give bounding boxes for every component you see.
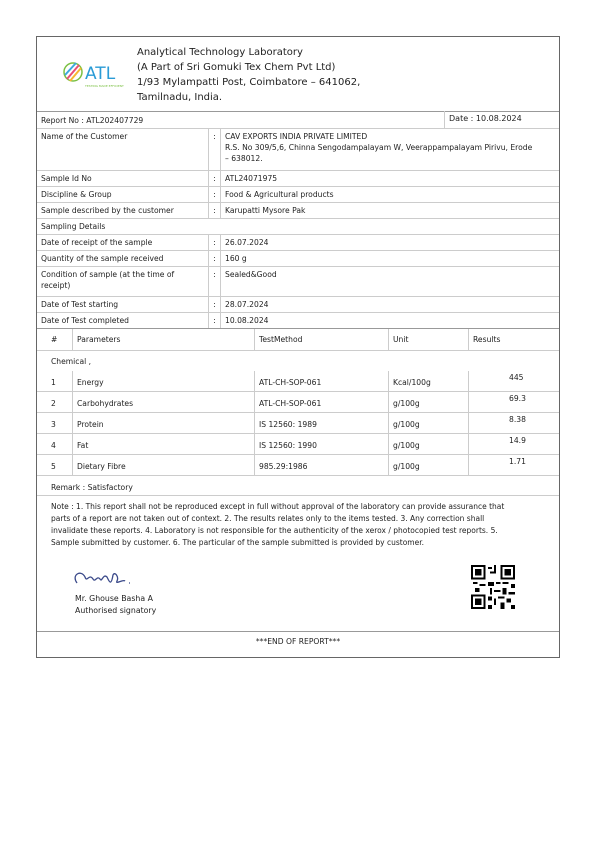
signature-image [67,565,147,591]
detail-label: Quantity of the sample received [37,251,209,266]
detail-label: Date of Test completed [37,313,209,328]
condition-label-1: Condition of sample (at the time of [41,270,175,279]
row-unit: g/100g [389,455,469,475]
colon: : [209,187,221,202]
detail-value: 160 g [225,254,247,263]
detail-label: Sampling Details [41,222,106,231]
detail-row-quantity [37,251,559,267]
row-result: 1.71 [509,457,526,466]
detail-value [221,129,559,170]
row-method: IS 12560: 1990 [255,434,389,454]
note-line: parts of a report are not taken out of context. 2. The results relates only to the items tested. 3. Any correction shall [51,514,485,523]
report-frame [36,36,560,658]
col-no: # [37,329,73,350]
logo-tagline: TESTING MADE EFFICIENT [85,84,124,88]
col-unit: Unit [389,329,469,350]
detail-value: ATL24071975 [225,174,278,183]
row-no: 1 [37,371,73,391]
row-param: Dietary Fibre [73,455,255,475]
row-result: 14.9 [509,436,526,445]
row-no: 5 [37,455,73,475]
colon: : [209,313,221,328]
row-no: 2 [37,392,73,412]
row-param: Carbohydrates [73,392,255,412]
detail-row-customer [37,129,559,171]
colon: : [209,297,221,312]
table-row [37,455,559,476]
row-method: ATL-CH-SOP-061 [255,371,389,391]
row-param: Energy [73,371,255,391]
report-no-row [37,111,559,129]
customer-name: CAV EXPORTS INDIA PRIVATE LIMITED [225,132,368,141]
end-of-report: ***END OF REPORT*** [255,637,341,646]
logo-text: ATL [85,64,116,84]
detail-label: Discipline & Group [37,187,209,202]
row-unit: g/100g [389,413,469,433]
detail-row-condition [37,267,559,297]
row-result: 8.38 [509,415,526,424]
lab-name: Analytical Technology Laboratory [137,47,303,58]
table-row [37,371,559,392]
report-no: Report No : ATL202407729 [37,111,445,128]
colon: : [209,171,221,186]
detail-row-sampling [37,219,559,235]
customer-address-2: – 638012. [225,154,263,163]
row-result: 445 [509,373,524,382]
col-testmethod: TestMethod [255,329,389,350]
detail-label [37,267,209,296]
row-no: 4 [37,434,73,454]
lab-address-2: Tamilnadu, India. [137,92,223,103]
table-row [37,434,559,455]
report-date: Date : 10.08.2024 [449,114,522,123]
detail-label: Date of receipt of the sample [37,235,209,250]
detail-value: 10.08.2024 [225,316,269,325]
qr-code-icon [471,565,515,609]
row-method: ATL-CH-SOP-061 [255,392,389,412]
detail-label: Sample Id No [37,171,209,186]
results-header [37,329,559,351]
row-method: IS 12560: 1989 [255,413,389,433]
colon: : [209,251,221,266]
col-results: Results [473,335,501,344]
report-note [51,501,547,549]
note-line: invalidate these reports. 4. Laboratory is not responsible for the authenticity of the xerox / photocopied test reports. 5. [51,526,498,535]
row-unit: g/100g [389,434,469,454]
remark: Remark : Satisfactory [51,483,133,492]
customer-address-1: R.S. No 309/5,6, Chinna Sengodampalayam W, Veerappampalayam Pirivu, Erode [225,143,533,152]
detail-row-receipt-date [37,235,559,251]
colon: : [209,129,221,170]
row-unit: g/100g [389,392,469,412]
remark-row [37,476,559,496]
detail-value: Karupatti Mysore Pak [225,206,306,215]
signatory-name: Mr. Ghouse Basha A [75,594,153,603]
lab-parent: (A Part of Sri Gomuki Tex Chem Pvt Ltd) [137,62,336,73]
detail-value: 26.07.2024 [225,238,269,247]
detail-value: Sealed&Good [225,270,277,279]
detail-value: Food & Agricultural products [225,190,334,199]
detail-row-test-start [37,297,559,313]
detail-label: Date of Test starting [37,297,209,312]
detail-row-sample-id [37,171,559,187]
group-row [37,351,559,371]
detail-label: Name of the Customer [37,129,209,170]
end-divider [37,631,559,632]
colon: : [209,235,221,250]
note-line: Note : 1. This report shall not be reproduced except in full without approval of the laboratory can provide assurance that [51,502,505,511]
report-header [37,37,559,112]
note-line: Sample submitted by customer. 6. The particular of the sample submitted is provided by customer. [51,538,424,547]
col-parameters: Parameters [73,329,255,350]
row-no: 3 [37,413,73,433]
row-param: Fat [73,434,255,454]
condition-label-2: receipt) [41,281,71,290]
detail-value: 28.07.2024 [225,300,269,309]
signatory-title: Authorised signatory [75,606,157,615]
table-row [37,392,559,413]
colon: : [209,203,221,218]
row-method: 985.29:1986 [255,455,389,475]
colon: : [209,267,221,296]
detail-row-test-completed [37,313,559,329]
lab-address-1: 1/93 Mylampatti Post, Coimbatore – 641062, [137,77,361,88]
lab-info [137,45,360,105]
row-result: 69.3 [509,394,526,403]
row-unit: Kcal/100g [389,371,469,391]
table-row [37,413,559,434]
detail-row-discipline [37,187,559,203]
signatory-block [75,593,156,617]
detail-label: Sample described by the customer [37,203,209,218]
group-label: Chemical , [51,357,92,366]
atl-logo [61,55,129,93]
detail-row-sample-desc [37,203,559,219]
row-param: Protein [73,413,255,433]
